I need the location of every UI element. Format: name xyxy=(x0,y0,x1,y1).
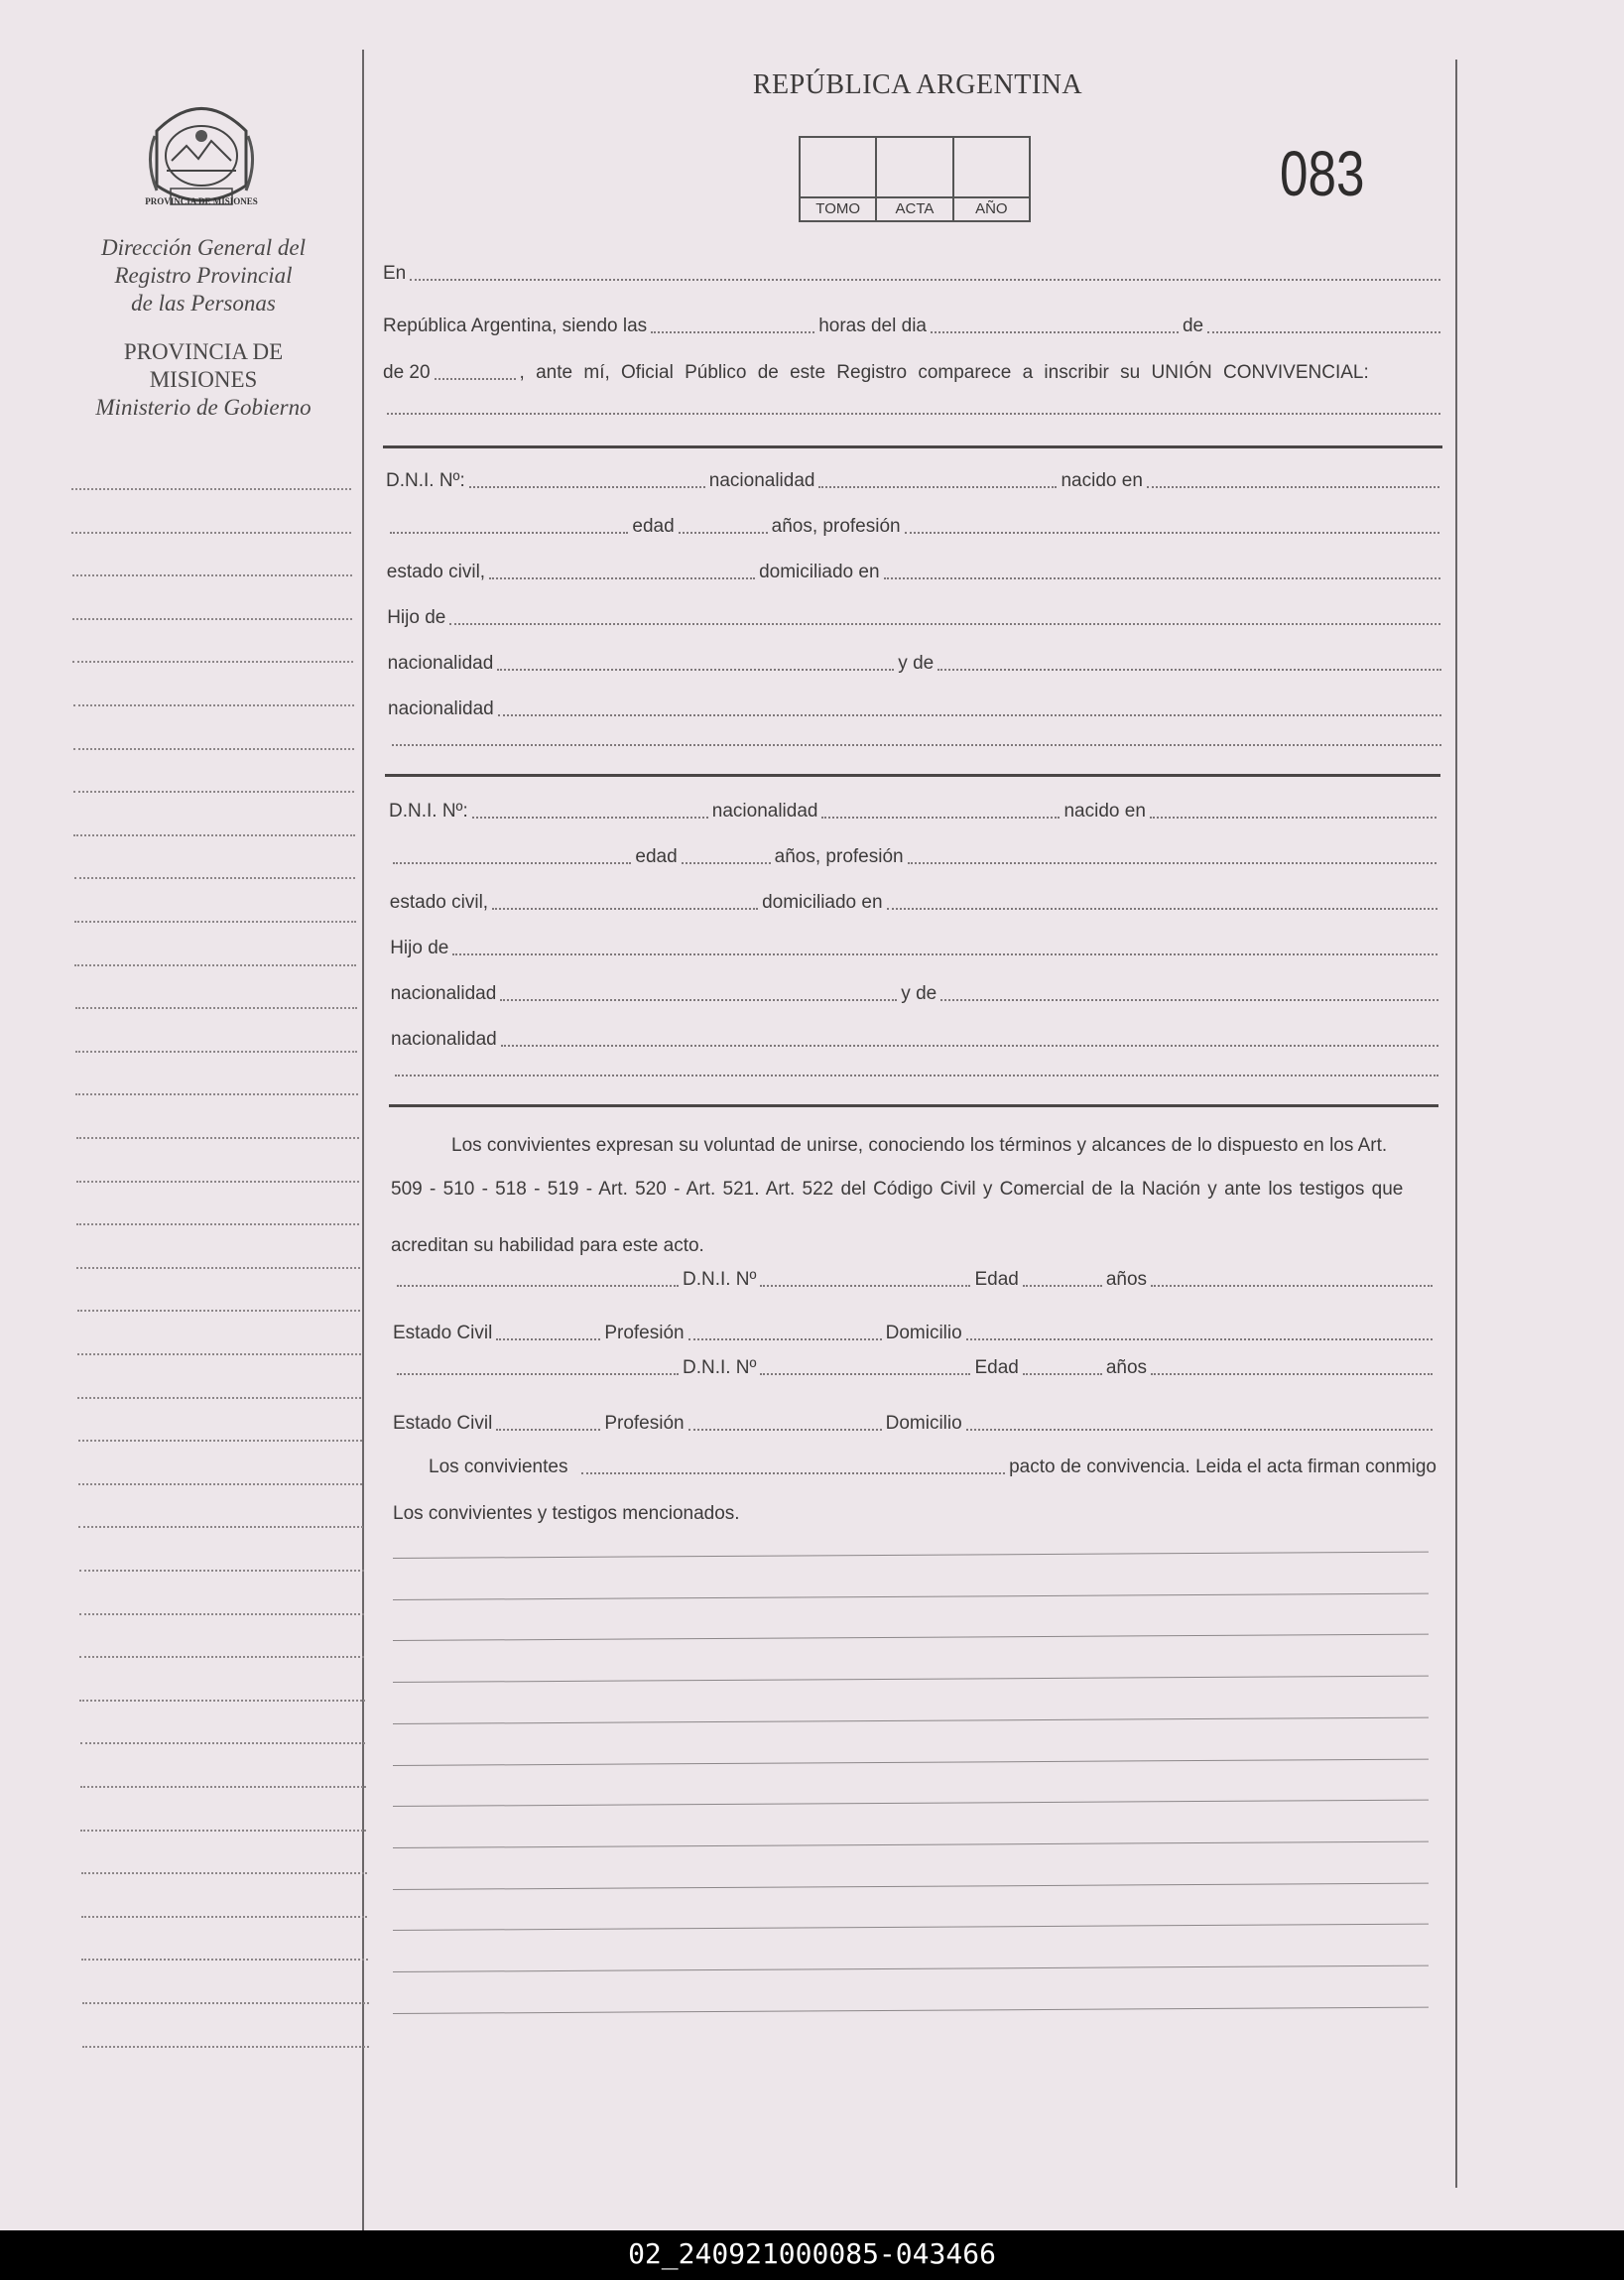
margin-note-line[interactable] xyxy=(79,1656,364,1658)
person-1-row xyxy=(388,653,1445,675)
blank-field[interactable] xyxy=(387,413,1440,415)
margin-note-line[interactable] xyxy=(72,618,353,620)
person-1-field[interactable] xyxy=(937,669,1440,671)
label-y-de: y de xyxy=(901,983,937,1004)
province-line: PROVINCIA DE xyxy=(123,339,284,364)
person-1-field[interactable] xyxy=(489,577,755,579)
witness-1-age-field[interactable] xyxy=(1023,1285,1102,1287)
margin-note-line[interactable] xyxy=(80,1742,366,1744)
witness-2-profession-field[interactable] xyxy=(688,1429,882,1431)
label-y-de: y de xyxy=(898,653,935,674)
label-estado-civil: Estado Civil xyxy=(393,1323,493,1343)
label-convivientes: Los convivientes xyxy=(429,1457,568,1477)
day-field[interactable] xyxy=(931,331,1179,333)
witness-2-name-line xyxy=(393,1357,1437,1379)
person-2-row xyxy=(391,1075,1442,1080)
left-column-divider xyxy=(362,50,364,2232)
signature-line[interactable] xyxy=(393,1716,1429,1723)
signature-line[interactable] xyxy=(393,1552,1429,1559)
place-field[interactable] xyxy=(410,279,1440,281)
signature-line[interactable] xyxy=(393,1592,1429,1599)
margin-note-line[interactable] xyxy=(71,488,351,490)
acta-label: ACTA xyxy=(877,196,951,220)
anio-cell[interactable] xyxy=(954,138,1029,220)
margin-note-line[interactable] xyxy=(72,661,353,663)
tomo-label: TOMO xyxy=(801,196,875,220)
record-number: 083 xyxy=(1280,138,1365,209)
person-1-row xyxy=(388,744,1445,750)
margin-note-line[interactable] xyxy=(75,1051,358,1053)
declaration-line-3: acreditan su habilidad para este acto. xyxy=(391,1235,704,1256)
year-field[interactable] xyxy=(435,378,516,380)
margin-note-line[interactable] xyxy=(81,1959,368,1961)
signature-line[interactable] xyxy=(393,1676,1429,1683)
label-nacionalidad: nacionalidad xyxy=(388,698,494,719)
person-2-field[interactable] xyxy=(887,908,1437,910)
person-2-field[interactable] xyxy=(1150,817,1437,819)
signature-line[interactable] xyxy=(393,1882,1429,1889)
intro-year-line xyxy=(383,362,1444,384)
hour-field[interactable] xyxy=(651,331,814,333)
signature-line[interactable] xyxy=(393,1965,1429,1972)
margin-note-line[interactable] xyxy=(82,2046,369,2048)
country-title: REPÚBLICA ARGENTINA xyxy=(752,69,1083,100)
label-dni: D.N.I. Nº xyxy=(682,1269,757,1290)
margin-note-line[interactable] xyxy=(71,532,351,534)
person-2-field[interactable] xyxy=(501,1045,1438,1047)
signature-line[interactable] xyxy=(393,1634,1429,1641)
registry-box xyxy=(799,136,1031,222)
intro-time-line xyxy=(383,316,1444,337)
signature-line[interactable] xyxy=(393,1841,1429,1848)
margin-note-line[interactable] xyxy=(77,1397,361,1399)
person-2-row xyxy=(390,892,1441,914)
label-nacionalidad: nacionalidad xyxy=(708,470,815,491)
person-2-row xyxy=(391,983,1442,1005)
person-1-field[interactable] xyxy=(498,714,1441,716)
margin-note-line[interactable] xyxy=(73,748,354,750)
margin-note-line[interactable] xyxy=(76,1223,359,1225)
label-nacido-en: nacido en xyxy=(1061,470,1143,491)
province-line: MISIONES xyxy=(149,367,258,392)
person-1-row xyxy=(386,470,1443,492)
label-dni: D.N.I. Nº xyxy=(682,1357,757,1378)
label-edad: Edad xyxy=(974,1357,1019,1378)
person-2-field[interactable] xyxy=(821,817,1060,819)
label-anios: años xyxy=(1105,1269,1148,1290)
label-republica: República Argentina, siendo las xyxy=(383,316,648,336)
declaration-line-1: Los convivientes expresan su voluntad de unirse, conociendo los términos y alcances de lo dispuesto en los Art. xyxy=(451,1135,1388,1156)
witness-2-address-field[interactable] xyxy=(966,1429,1433,1431)
tomo-cell[interactable] xyxy=(801,138,877,220)
label-dni: D.N.I. Nº: xyxy=(386,470,465,491)
margin-note-line[interactable] xyxy=(74,921,356,923)
anio-label: AÑO xyxy=(954,196,1029,220)
person-1-row xyxy=(386,516,1443,538)
closing-signatures-text: Los convivientes y testigos mencionados. xyxy=(393,1503,740,1524)
label-dni: D.N.I. Nº: xyxy=(389,801,468,822)
province-name xyxy=(60,338,347,422)
witness-1-address-field[interactable] xyxy=(966,1338,1433,1340)
label-profesion: Profesión xyxy=(604,1323,685,1343)
label-pacto: pacto de convivencia. Leida el acta firman conmigo xyxy=(1009,1457,1437,1477)
org-line: Dirección General del xyxy=(100,235,307,260)
label-domicilio: Domicilio xyxy=(885,1413,962,1434)
label-estado-civil: estado civil, xyxy=(386,562,486,582)
label-de: de xyxy=(1182,316,1204,336)
margin-note-line[interactable] xyxy=(72,574,352,576)
witness-1-details-line xyxy=(393,1323,1437,1344)
acta-cell[interactable] xyxy=(877,138,953,220)
label-nacionalidad: nacionalidad xyxy=(387,653,494,674)
witness-2-age-field[interactable] xyxy=(1023,1373,1102,1375)
margin-note-line[interactable] xyxy=(80,1830,366,1832)
margin-note-line[interactable] xyxy=(77,1353,361,1355)
margin-note-line[interactable] xyxy=(80,1786,366,1788)
label-edad: edad xyxy=(635,846,678,867)
declaration-line-2: 509 - 510 - 518 - 519 - Art. 520 - Art. 521. Art. 522 del Código Civil y Comercial de la Nación y ante los testigos que xyxy=(391,1179,1404,1200)
signature-line[interactable] xyxy=(393,1924,1429,1931)
document-id-bar: 02_240921000085-043466 xyxy=(0,2230,1624,2280)
label-domicilio: Domicilio xyxy=(885,1323,962,1343)
label-anios-profesion: años, profesión xyxy=(771,516,901,537)
person-1-field[interactable] xyxy=(469,486,705,488)
label-nacionalidad: nacionalidad xyxy=(391,1029,497,1050)
witness-1-civil-field[interactable] xyxy=(496,1338,600,1340)
person-2-field[interactable] xyxy=(940,999,1437,1001)
margin-note-line[interactable] xyxy=(81,1916,368,1918)
section-divider xyxy=(389,1104,1438,1107)
person-2-field[interactable] xyxy=(492,908,758,910)
margin-note-line[interactable] xyxy=(76,1267,360,1269)
margin-note-line[interactable] xyxy=(81,1872,367,1874)
person-1-field[interactable] xyxy=(905,532,1440,534)
person-2-field[interactable] xyxy=(395,1075,1438,1077)
witness-2-dni-field[interactable] xyxy=(760,1373,970,1375)
margin-note-line[interactable] xyxy=(73,834,355,836)
person-2-field[interactable] xyxy=(908,862,1437,864)
witness-2-years-tail[interactable] xyxy=(1151,1373,1433,1375)
label-estado-civil: Estado Civil xyxy=(393,1413,493,1434)
witness-2-name-field[interactable] xyxy=(397,1373,679,1375)
margin-note-line[interactable] xyxy=(75,1007,357,1009)
seal-caption: PROVINCIA DE MISIONES xyxy=(145,196,258,206)
margin-note-line[interactable] xyxy=(73,704,354,706)
label-nacionalidad: nacionalidad xyxy=(711,801,818,822)
org-line: Registro Provincial xyxy=(114,263,293,288)
person-2-row xyxy=(389,801,1440,823)
person-1-field[interactable] xyxy=(1147,486,1439,488)
person-2-row xyxy=(391,1029,1442,1051)
witness-2-civil-field[interactable] xyxy=(496,1429,600,1431)
person-1-field[interactable] xyxy=(884,577,1440,579)
label-ante-mi: , ante mí, Oficial Público de este Registro comparece a inscribir su UNIÓN CONVIVENCIAL: xyxy=(519,362,1369,383)
label-de-20: de 20 xyxy=(383,362,431,383)
margin-note-line[interactable] xyxy=(82,2002,369,2004)
person-2-row xyxy=(390,938,1441,959)
label-hijo-de: Hijo de xyxy=(387,607,446,628)
margin-note-line[interactable] xyxy=(74,964,356,966)
margin-note-line[interactable] xyxy=(78,1526,363,1528)
margin-note-line[interactable] xyxy=(77,1310,361,1312)
signature-line[interactable] xyxy=(393,2006,1429,2013)
month-field[interactable] xyxy=(1207,331,1440,333)
person-1-row xyxy=(387,562,1444,583)
label-anios-profesion: años, profesión xyxy=(774,846,904,867)
person-2-row xyxy=(389,846,1440,868)
person-2-field[interactable] xyxy=(500,999,897,1001)
pacto-field[interactable] xyxy=(581,1472,1005,1474)
margin-note-line[interactable] xyxy=(76,1181,359,1183)
label-estado-civil: estado civil, xyxy=(389,892,489,913)
person-1-field[interactable] xyxy=(818,486,1057,488)
person-2-field[interactable] xyxy=(682,862,771,864)
right-margin-line xyxy=(1455,60,1457,2188)
ministry-name: Ministerio de Gobierno xyxy=(95,395,312,420)
person-1-field[interactable] xyxy=(679,532,768,534)
signature-line[interactable] xyxy=(393,1800,1429,1807)
person-2-field[interactable] xyxy=(472,817,708,819)
margin-note-line[interactable] xyxy=(78,1483,363,1485)
person-1-field[interactable] xyxy=(392,744,1441,746)
convivientes-pacto-line xyxy=(429,1457,1437,1478)
label-nacido-en: nacido en xyxy=(1063,801,1146,822)
org-line: de las Personas xyxy=(131,291,276,316)
person-2-field[interactable] xyxy=(393,862,631,864)
label-nacionalidad: nacionalidad xyxy=(390,983,497,1004)
label-domiciliado-en: domiciliado en xyxy=(762,892,883,913)
label-profesion: Profesión xyxy=(604,1413,685,1434)
province-seal xyxy=(137,91,266,220)
person-1-field[interactable] xyxy=(497,669,894,671)
section-divider xyxy=(385,774,1440,777)
label-en: En xyxy=(383,263,407,284)
witness-1-years-tail[interactable] xyxy=(1151,1285,1433,1287)
witness-1-profession-field[interactable] xyxy=(688,1338,882,1340)
margin-note-line[interactable] xyxy=(79,1570,364,1572)
margin-note-line[interactable] xyxy=(74,877,356,879)
label-horas: horas del dia xyxy=(818,316,927,336)
margin-note-line[interactable] xyxy=(79,1700,365,1702)
witness-2-details-line xyxy=(393,1413,1437,1435)
label-edad: edad xyxy=(632,516,675,537)
witness-1-dni-field[interactable] xyxy=(760,1285,970,1287)
person-1-field[interactable] xyxy=(390,532,628,534)
margin-note-line[interactable] xyxy=(73,791,354,793)
person-1-row xyxy=(388,698,1445,720)
witness-1-name-field[interactable] xyxy=(397,1285,679,1287)
intro-en-line xyxy=(383,263,1444,285)
signature-line[interactable] xyxy=(393,1758,1429,1765)
label-anios: años xyxy=(1105,1357,1148,1378)
person-1-row xyxy=(387,607,1444,629)
margin-note-line[interactable] xyxy=(79,1613,364,1615)
label-domiciliado-en: domiciliado en xyxy=(759,562,880,582)
margin-note-line[interactable] xyxy=(75,1093,358,1095)
margin-note-line[interactable] xyxy=(78,1440,362,1442)
intro-blank-line xyxy=(383,413,1444,419)
witness-1-name-line xyxy=(393,1269,1437,1291)
person-2-field[interactable] xyxy=(452,953,1437,955)
person-1-field[interactable] xyxy=(449,623,1440,625)
section-divider xyxy=(383,445,1442,448)
label-hijo-de: Hijo de xyxy=(390,938,449,958)
margin-note-line[interactable] xyxy=(76,1137,359,1139)
org-name xyxy=(60,234,347,317)
label-edad: Edad xyxy=(974,1269,1019,1290)
